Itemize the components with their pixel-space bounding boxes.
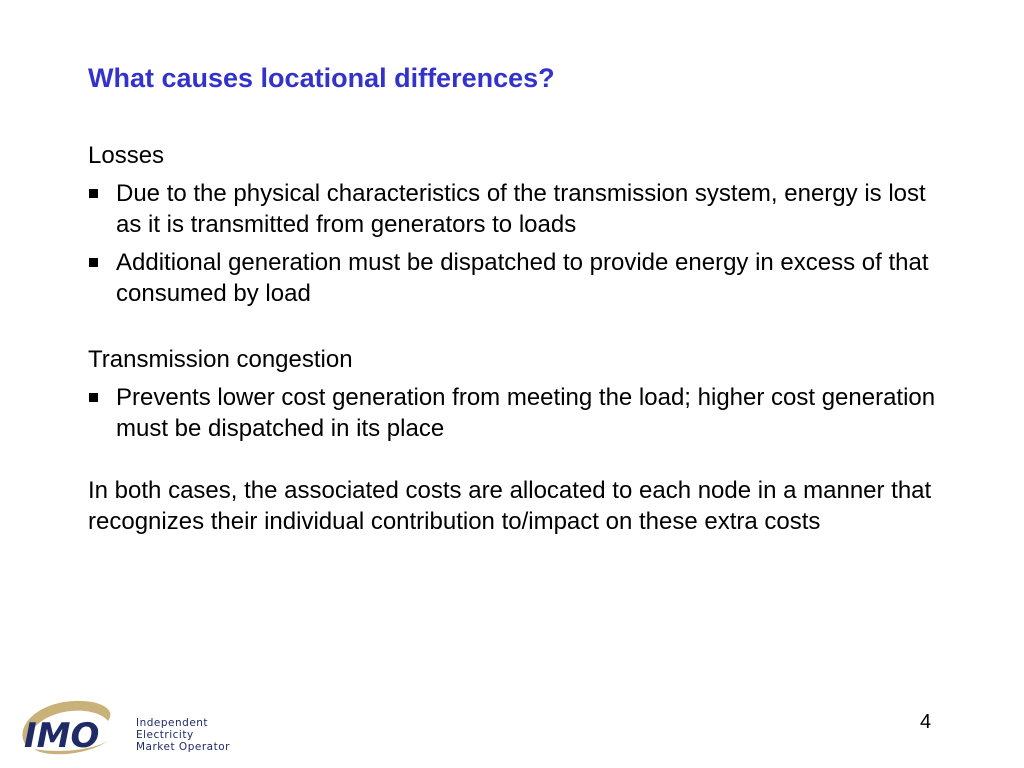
logo-line: Independent <box>136 717 209 729</box>
bullet-text: Prevents lower cost generation from meeting the load; higher cost generation must be dispatched in its place <box>116 384 936 442</box>
logo-wordmark <box>136 717 230 753</box>
imo-logo <box>4 695 234 761</box>
slide-title: What causes locational differences? <box>88 63 555 93</box>
spacer <box>88 444 948 475</box>
square-bullet-icon <box>89 258 98 267</box>
section-heading-losses: Losses <box>88 142 165 169</box>
bullet-list-losses <box>88 178 948 309</box>
logo-mark-text: IMO <box>24 716 100 756</box>
bullet-item <box>88 247 948 309</box>
bullet-item <box>88 178 948 240</box>
logo-line: Electricity <box>136 729 194 741</box>
bullet-text: Additional generation must be dispatched to provide energy in excess of that consumed by load <box>116 249 929 307</box>
page-number: 4 <box>920 711 932 733</box>
square-bullet-icon <box>89 393 98 402</box>
bullet-item <box>88 382 948 444</box>
slide-body <box>88 140 948 537</box>
square-bullet-icon <box>89 189 98 198</box>
bullet-list-congestion <box>88 382 948 444</box>
spacer <box>88 309 948 344</box>
bullet-text: Due to the physical characteristics of the transmission system, energy is lost as it is transmitted from generators to loads <box>116 180 926 238</box>
imo-logo-mark-icon <box>4 695 136 761</box>
logo-line: Market Operator <box>136 741 230 753</box>
section-heading-congestion: Transmission congestion <box>88 346 353 373</box>
conclusion-paragraph: In both cases, the associated costs are allocated to each node in a manner that recognizes their individual contribution to/impact on these extra costs <box>88 477 932 535</box>
